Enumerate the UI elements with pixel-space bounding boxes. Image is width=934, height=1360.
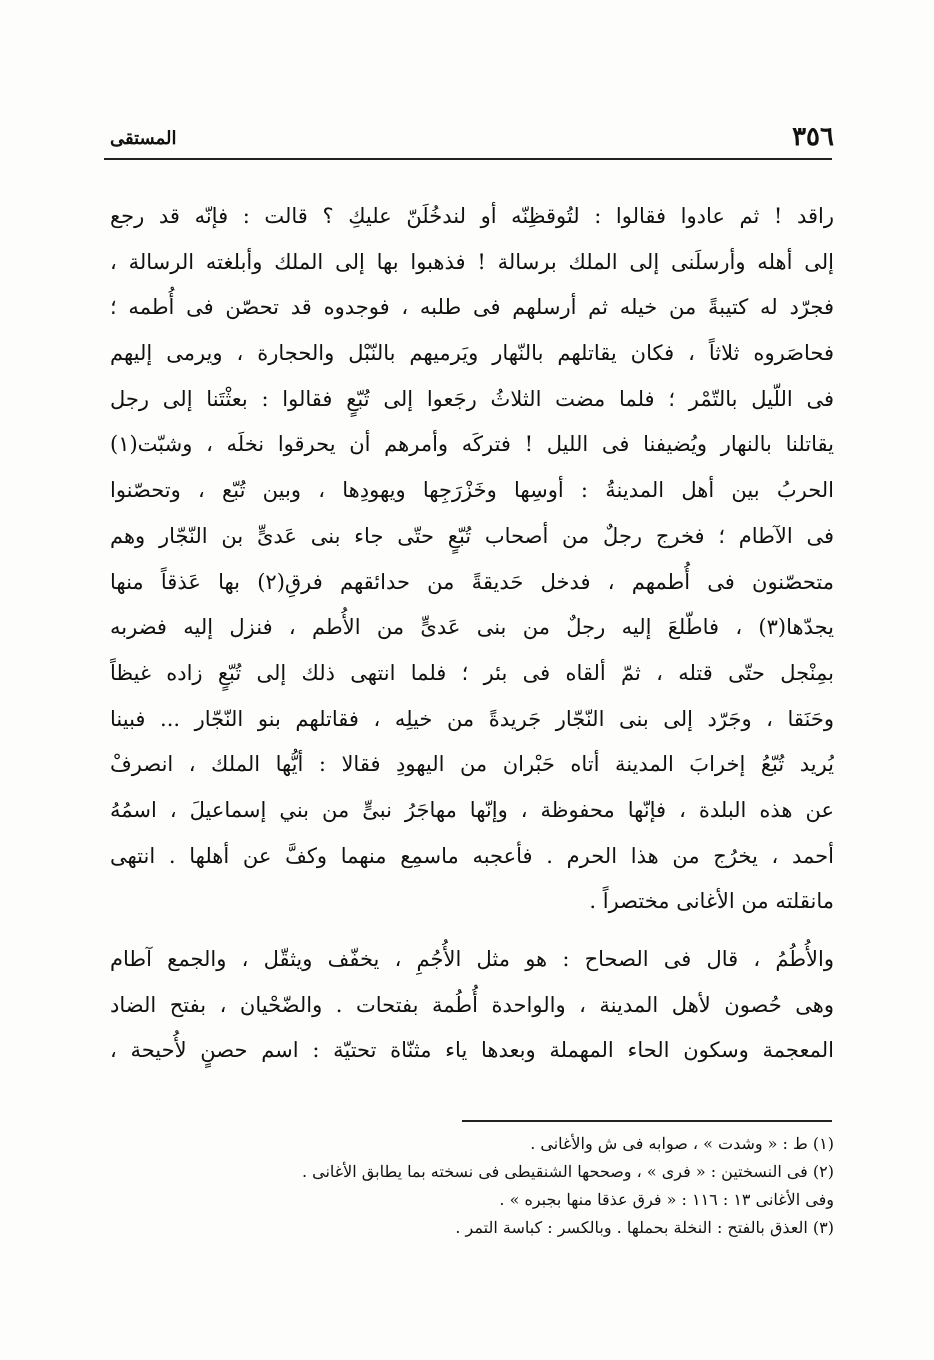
text-line: الحربُ بين أهل المدينةُ : أوسِها وخَزْرَجِها ويهودِها ، وبين تُبّع ، وتحصّنوا [110, 478, 834, 503]
text-line: يقاتلنا بالنهار ويُضيفنا فى الليل ! فتركَه وأمرهم أن يحرقوا نخلَه ، وشبّت(١) [110, 432, 834, 457]
text-line: فجرّد له كتيبةً من خيله ثم أرسلهم فى طلبه ، فوجدوه قد تحصّن فى أُطمه ؛ [110, 295, 834, 320]
text-line: فى الآطام ؛ فخرج رجلٌ من أصحاب تُبّعٍ حتّى جاء بنى عَدىٍّ بن النّجّار وهم [110, 523, 834, 548]
main-text [110, 194, 834, 1074]
text-line: وحَنَقا ، وجَرّد إلى بنى النّجّار جَريدةً من خيلِه ، فقاتلهم بنو النّجّار ... فبينا [110, 706, 834, 731]
paragraph-gap [110, 925, 834, 937]
running-title: المستقى [110, 128, 177, 149]
page-number: ٣٥٦ [792, 122, 834, 152]
footnote-rule [462, 1120, 832, 1122]
text-line: فى اللّيل بالتّمْر ؛ فلما مضت الثلاثُ رجَعوا إلى تُبّعٍ فقالوا : بعثْتَنا إلى رجل [110, 386, 834, 411]
header-rule [104, 158, 832, 160]
text-line: يجدّها(٣) ، فاطّلعَ إليه رجلٌ من بنى عَدىٍّ من الأُطم ، فنزل إليه فضربه [110, 615, 834, 640]
text-line: والأُطُمُ ، قال فى الصحاح : هو مثل الأُجُمِ ، يخفّف ويثقّل ، والجمع آطام [110, 947, 834, 971]
text-line: وهى حُصون لأهل المدينة ، والواحدة أُطُمة بفتحات . والضّحْيان ، بفتح الضاد [110, 992, 834, 1017]
text-line: يُريد تُبّعُ إخرابَ المدينة أتاه حَبْران من اليهودِ فقالا : أيُّها الملك ، انصرفْ [110, 752, 834, 777]
text-line: عن هذه البلدة ، فإنّها محفوظة ، وإنّها مهاجَرُ نبىٍّ من بني إسماعيلَ ، اسمُهُ [110, 797, 834, 822]
footnote-2: (٢) فى النسختين : « فرى » ، وصححها الشنقيطى فى نسخته بما يطابق الأغانى . [301, 1162, 834, 1181]
text-line: إلى أهله وأرسلَنى إلى الملك برسالة ! فذهبوا بها إلى الملك وأبلغته الرسالة ، [110, 249, 834, 274]
text-line: راقد ! ثم عادوا فقالوا : لتُوقظِنّه أو لندخُلَنّ عليكِ ؟ قالت : فإنّه قد رجع [110, 204, 834, 228]
text-line: بمِنْجل حتّى قتله ، ثمّ ألقاه فى بئر ؛ فلما انتهى ذلك إلى تُبّعٍ زاده غيظاً [110, 660, 834, 685]
text-line: المعجمة وسكون الحاء المهملة وبعدها ياء مثنّاة تحتيّة : اسم حصنٍ لأُحيحة ، [110, 1038, 834, 1063]
text-line: متحصّنون فى أُطمهم ، فدخل حَديقةً من حدائقهم فرقِ(٢) بها عَذقاً منها [110, 569, 834, 594]
footnote-1: (١) ط : « وشدت » ، صوابه فى ش والأغانى . [530, 1134, 834, 1153]
text-line: أحمد ، يخرُج من هذا الحرم . فأعجبه ماسمِع منهما وكفَّ عن أهلها . انتهى [110, 843, 834, 868]
footnote-2-continued: وفى الأغانى ١٣ : ١١٦ : « فرق عذقا منها بجبره » . [499, 1190, 834, 1209]
text-line: مانقلته من الأغانى مختصراً . [589, 889, 834, 914]
page-header [110, 122, 834, 162]
footnote-3: (٣) العذق بالفتح : النخلة بحملها . وبالكسر : كباسة التمر . [455, 1218, 834, 1237]
text-line: فحاصَروه ثلاثاً ، فكان يقاتلهم بالنّهار ويَرميهم بالنّبْل والحجارة ، ويرمى إليهم [110, 341, 834, 366]
footnotes [110, 1130, 834, 1242]
